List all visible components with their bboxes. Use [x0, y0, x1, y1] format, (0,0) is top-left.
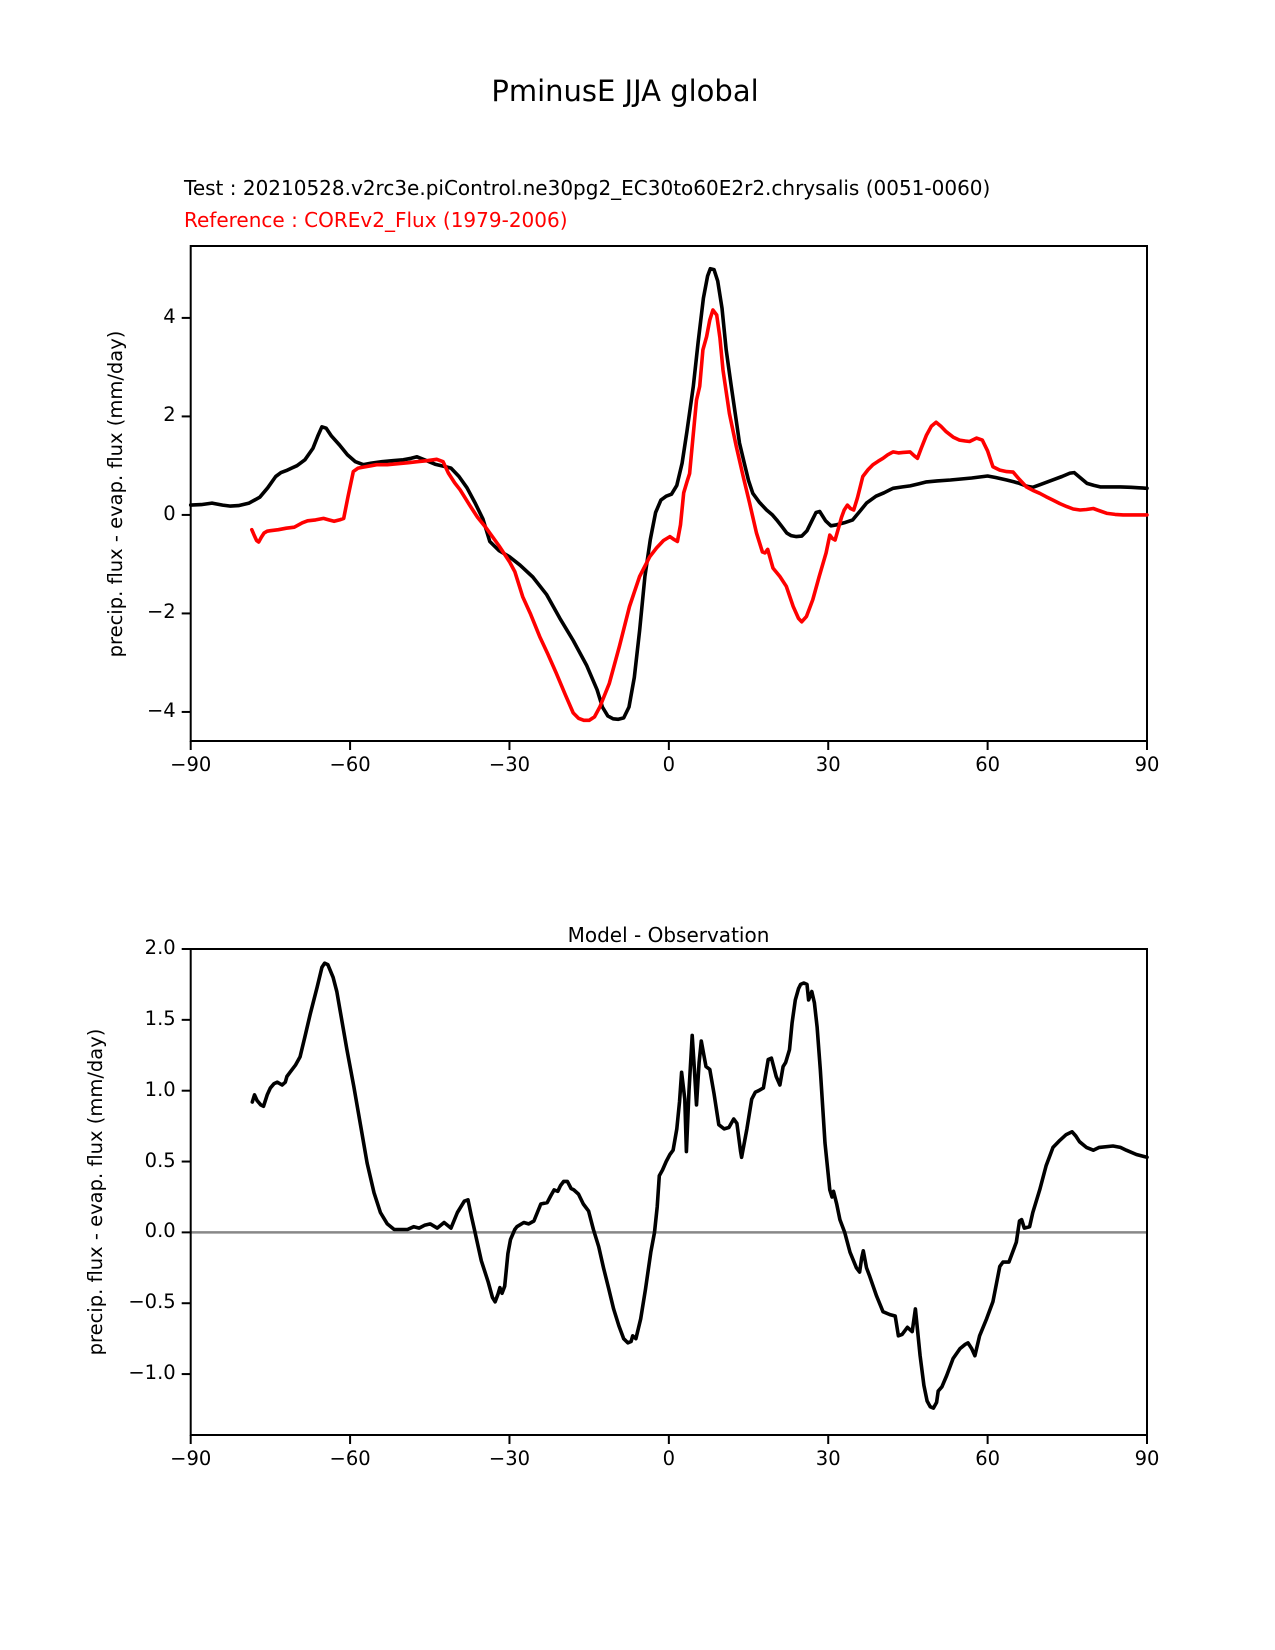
top-plot-ylabel: precip. flux - evap. flux (mm/day) [104, 330, 127, 658]
reference-run-label: Reference : COREv2_Flux (1979-2006) [184, 208, 568, 232]
bottom-plot-y-tick-label: 2.0 [144, 936, 176, 959]
top-plot-y-tick-label: 4 [163, 304, 176, 328]
top-plot-y-tick-label: −2 [146, 600, 176, 624]
bottom-plot-x-tick-label: 90 [1134, 1447, 1160, 1470]
top-plot-y-tick-label: 0 [163, 501, 176, 525]
bottom-plot-x-tick-label: −60 [329, 1447, 371, 1470]
bottom-plot-ylabel: precip. flux - evap. flux (mm/day) [84, 1028, 107, 1356]
bottom-plot-x-tick-label: −90 [170, 1447, 212, 1470]
bottom-plot-y-tick-label: 1.5 [144, 1006, 176, 1030]
bottom-plot-frame [191, 949, 1147, 1435]
reference-line [252, 310, 1147, 720]
top-plot-x-tick-label: 90 [1134, 753, 1160, 776]
bottom-plot-y-tick-label: 0.5 [144, 1148, 176, 1172]
top-plot-y-tick-label: 2 [163, 403, 176, 427]
bottom-plot-y-tick-label: 0.0 [144, 1219, 176, 1243]
bottom-plot-x-tick-label: 30 [815, 1447, 841, 1470]
top-plot-x-tick-label: −30 [488, 753, 531, 776]
bottom-plot-y-tick-label: −0.5 [128, 1290, 176, 1314]
top-plot-x-tick-label: −60 [329, 753, 371, 776]
diff-line [252, 963, 1147, 1408]
bottom-plot-x-tick-label: 60 [975, 1447, 1001, 1470]
bottom-plot-y-tick-label: −1.0 [128, 1361, 176, 1385]
bottom-plot-title: Model - Observation [567, 923, 770, 947]
top-plot-x-tick-label: −90 [170, 753, 212, 776]
page-title: PminusE JJA global [491, 74, 759, 108]
bottom-plot-y-tick-label: 1.0 [144, 1077, 176, 1101]
top-plot-y-tick-label: −4 [146, 698, 176, 722]
bottom-plot-x-tick-label: 0 [662, 1447, 676, 1470]
top-plot-x-tick-label: 30 [815, 753, 841, 776]
bottom-plot-x-tick-label: −30 [488, 1447, 531, 1470]
test-line [191, 269, 1147, 720]
top-plot-x-tick-label: 60 [975, 753, 1001, 776]
top-plot-x-tick-label: 0 [662, 753, 676, 776]
test-run-label: Test : 20210528.v2rc3e.piControl.ne30pg2_EC30to60E2r2.chrysalis (0051-0060) [184, 176, 991, 200]
